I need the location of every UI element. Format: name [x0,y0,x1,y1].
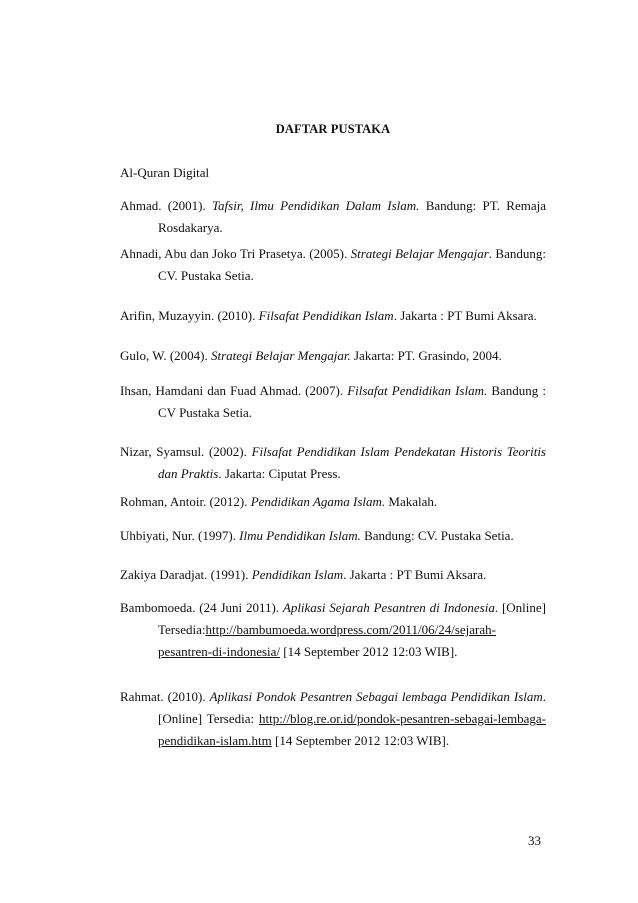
reference-title: Aplikasi Sejarah Pesantren di Indonesia [282,600,495,615]
reference-title: Pendidikan Agama Islam. [250,494,386,509]
reference-link[interactable]: http://blog.re.or.id/pondok-pesantren-sebagai-lembaga- [259,711,546,726]
reference-entry [120,686,546,752]
reference-line: dan Praktis. Jakarta: Ciputat Press. [158,466,341,481]
reference-line: Nizar, Syamsul. (2002). Filsafat Pendidikan Islam Pendekatan Historis Teoritis [120,444,546,459]
reference-line: pendidikan-islam.htm [14 September 2012 12:03 WIB]. [158,733,450,748]
reference-entry [120,345,546,367]
reference-line: [Online] Tersedia: http://blog.re.or.id/pondok-pesantren-sebagai-lembaga- [158,711,546,726]
reference-entry [120,491,546,513]
reference-title: Tafsir, Ilmu Pendidikan Dalam Islam. [212,198,420,213]
reference-line: Ahnadi, Abu dan Joko Tri Prasetya. (2005). Strategi Belajar Mengajar. Bandung: [120,246,546,261]
reference-text: Al-Quran Digital [120,165,210,180]
reference-link[interactable]: pesantren-di-indonesia/ [158,644,281,659]
page-number: 33 [528,833,541,848]
reference-entry [120,525,546,547]
reference-line: Ahmad. (2001). Tafsir, Ilmu Pendidikan Dalam Islam. Bandung: PT. Remaja [120,198,546,213]
reference-entry [120,162,546,184]
reference-line: Zakiya Daradjat. (1991). Pendidikan Islam. Jakarta : PT Bumi Aksara. [120,567,487,582]
reference-link[interactable]: http://bambumoeda.wordpress.com/2011/06/24/sejarah- [205,622,496,637]
page-title: DAFTAR PUSTAKA [275,122,391,136]
reference-title: Ilmu Pendidikan Islam. [239,528,361,543]
reference-entry [120,243,546,287]
reference-line: pesantren-di-indonesia/ [14 September 2012 12:03 WIB]. [158,644,458,659]
reference-title: Filsafat Pendidikan Islam [258,308,394,323]
reference-link[interactable]: pendidikan-islam.htm [158,733,272,748]
reference-entry [120,564,546,586]
reference-entry [120,195,546,239]
reference-line: Ihsan, Hamdani dan Fuad Ahmad. (2007). Filsafat Pendidikan Islam. Bandung : [120,383,546,398]
reference-title: Filsafat Pendidikan Islam. [347,383,488,398]
reference-title: Strategi Belajar Mengajar [350,246,489,261]
reference-title: Strategi Belajar Mengajar. [211,348,351,363]
reference-title: Pendidikan Islam [251,567,344,582]
reference-line: Uhbiyati, Nur. (1997). Ilmu Pendidikan Islam. Bandung: CV. Pustaka Setia. [120,528,514,543]
reference-line: Gulo, W. (2004). Strategi Belajar Mengajar. Jakarta: PT. Grasindo, 2004. [120,348,502,363]
reference-entry [120,597,546,663]
reference-entry [120,305,546,327]
reference-entry [120,380,546,424]
reference-line: CV Pustaka Setia. [158,405,253,420]
reference-line: Bambomoeda. (24 Juni 2011). Aplikasi Sejarah Pesantren di Indonesia. [Online] [120,600,546,615]
reference-entry [120,441,546,485]
reference-line: CV. Pustaka Setia. [158,268,254,283]
reference-line: Rahmat. (2010). Aplikasi Pondok Pesantren Sebagai lembaga Pendidikan Islam. [120,689,546,704]
reference-title: Filsafat Pendidikan Islam Pendekatan Historis Teoritis [251,444,546,459]
reference-line: Arifin, Muzayyin. (2010). Filsafat Pendidikan Islam. Jakarta : PT Bumi Aksara. [120,308,537,323]
reference-title: Aplikasi Pondok Pesantren Sebagai lembaga Pendidikan Islam [209,689,543,704]
reference-line: Rosdakarya. [158,220,223,235]
reference-line: Rohman, Antoir. (2012). Pendidikan Agama Islam. Makalah. [120,494,438,509]
reference-line: Tersedia:http://bambumoeda.wordpress.com/2011/06/24/sejarah- [158,622,496,637]
